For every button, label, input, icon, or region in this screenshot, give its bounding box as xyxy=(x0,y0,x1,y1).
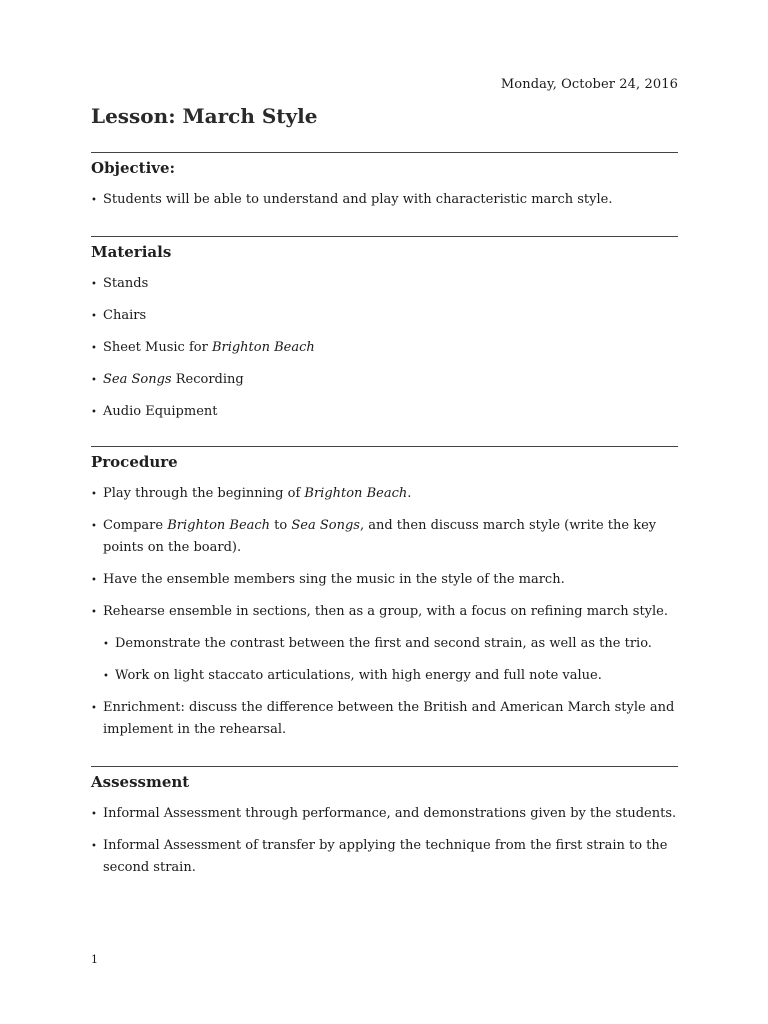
piece-title: Sea Songs xyxy=(291,518,360,533)
page-number: 1 xyxy=(91,953,98,966)
list-item: • Have the ensemble members sing the music in the style of the march. xyxy=(91,569,678,591)
procedure-section xyxy=(91,446,678,751)
materials-heading: Materials xyxy=(91,243,172,261)
item-text: Compare xyxy=(103,518,168,533)
item-text: Recording xyxy=(171,372,244,387)
piece-title: Sea Songs xyxy=(103,372,172,387)
list-item xyxy=(91,483,678,505)
list-item xyxy=(91,337,678,359)
list-item: • Students will be able to understand and play with characteristic march style. xyxy=(91,189,678,211)
piece-title: Brighton Beach xyxy=(211,340,315,355)
objective-section xyxy=(91,152,678,221)
list-item: • Stands xyxy=(91,273,678,295)
assessment-list xyxy=(91,803,678,879)
materials-list xyxy=(91,273,678,423)
list-item: • Informal Assessment through performance, and demonstrations given by the students. xyxy=(91,803,678,825)
lesson-date: Monday, October 24, 2016 xyxy=(500,77,678,92)
assessment-section xyxy=(91,766,678,889)
list-item: • Audio Equipment xyxy=(91,401,678,423)
objective-list xyxy=(91,189,678,211)
item-text: Play through the beginning of xyxy=(103,486,305,501)
objective-heading: Objective: xyxy=(91,159,176,177)
procedure-list xyxy=(91,483,678,741)
item-text: , and then discuss march style (write the key points on the board). xyxy=(103,518,657,555)
assessment-heading: Assessment xyxy=(91,773,190,791)
list-item: • Rehearse ensemble in sections, then as a group, with a focus on refining march style. xyxy=(91,601,678,623)
item-text: Sheet Music for xyxy=(103,340,212,355)
list-item xyxy=(91,369,678,391)
piece-title: Brighton Beach xyxy=(304,486,408,501)
list-item xyxy=(91,515,678,559)
list-item: • Chairs xyxy=(91,305,678,327)
procedure-heading: Procedure xyxy=(91,453,178,471)
materials-section xyxy=(91,236,678,433)
sub-list-item: • Work on light staccato articulations, with high energy and full note value. xyxy=(103,665,678,687)
lesson-title: Lesson: March Style xyxy=(91,104,318,128)
piece-title: Brighton Beach xyxy=(167,518,271,533)
item-text: . xyxy=(407,486,412,501)
list-item: • Informal Assessment of transfer by applying the technique from the first strain to the second strain. xyxy=(91,835,678,879)
item-text: to xyxy=(270,518,292,533)
list-item: • Enrichment: discuss the difference between the British and American March style and implement in the rehearsal. xyxy=(91,697,678,741)
sub-list-item: • Demonstrate the contrast between the first and second strain, as well as the trio. xyxy=(103,633,678,655)
